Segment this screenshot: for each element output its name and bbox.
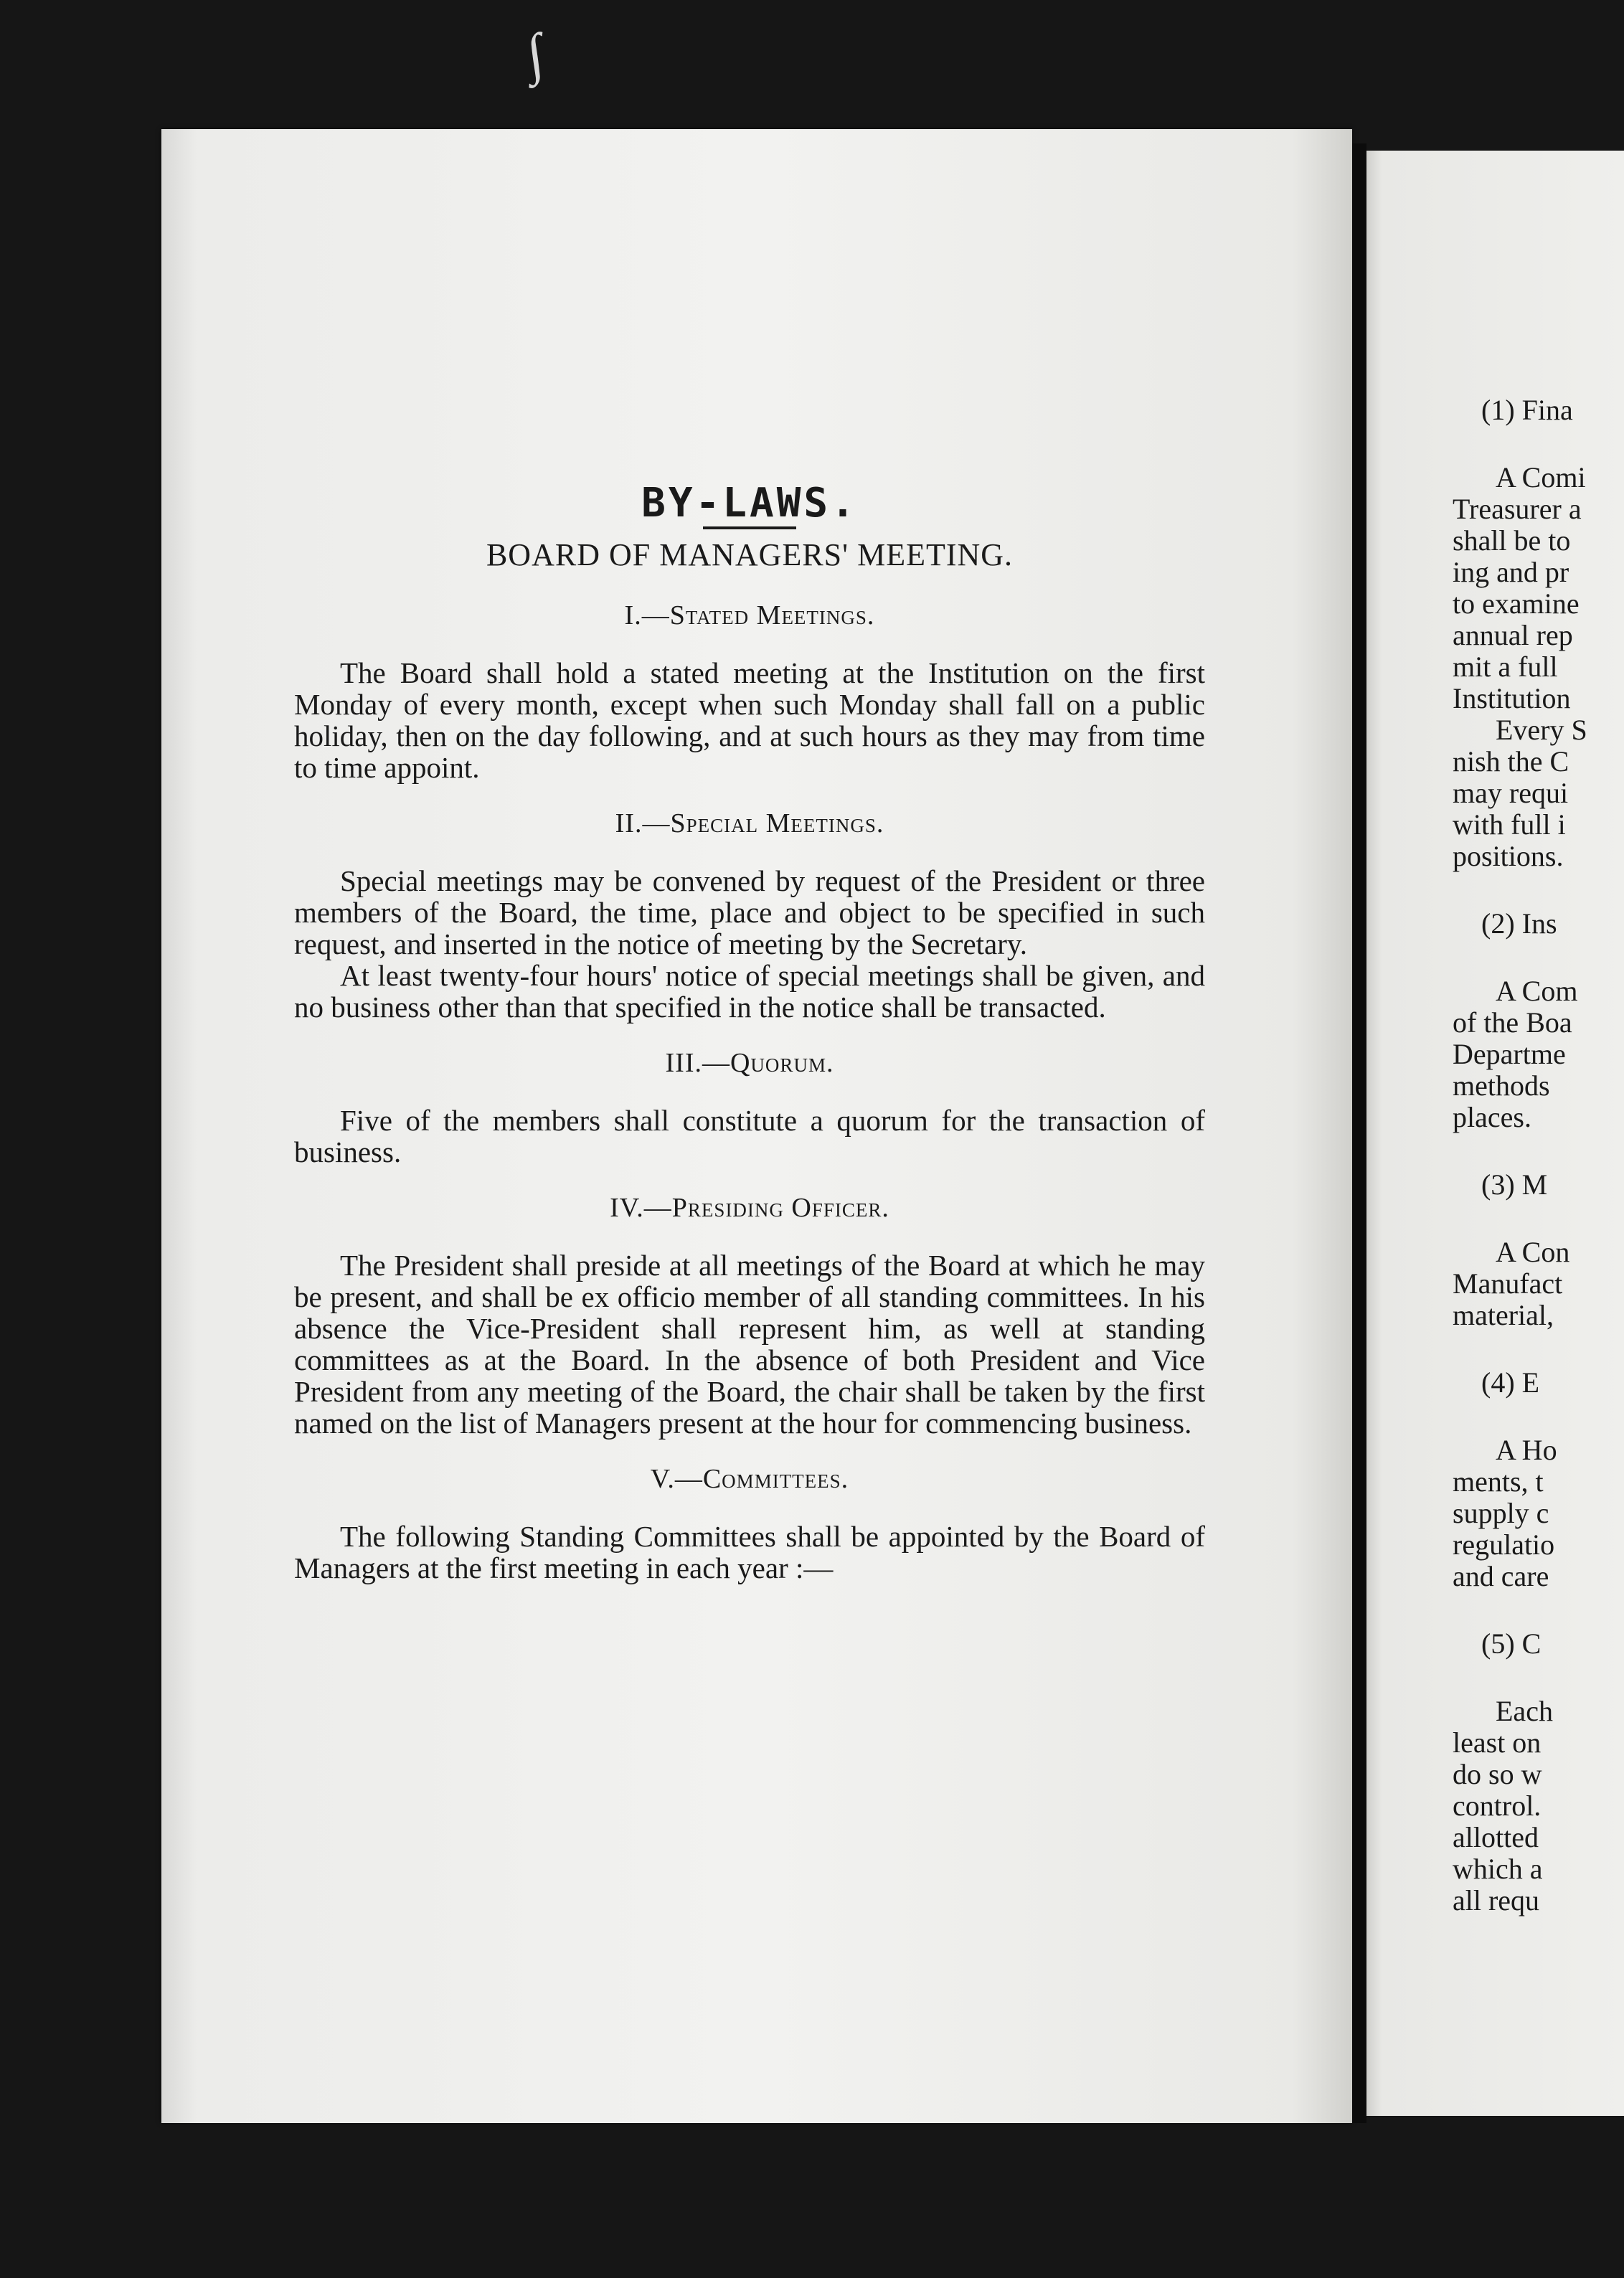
right-text-line: A Comi xyxy=(1496,461,1586,493)
right-text-line: and care xyxy=(1453,1560,1549,1592)
right-text-line: least on xyxy=(1453,1726,1542,1759)
section-committees xyxy=(294,1463,1205,1584)
page-title: BY-LAWS. xyxy=(641,480,858,526)
right-text-line: Treasurer a xyxy=(1453,493,1582,525)
right-text-line: of the Boa xyxy=(1453,1006,1572,1039)
line-gap xyxy=(1453,1133,1587,1169)
paragraph: Special meetings may be convened by request of the President or three members of the Board, the time, place and object to be specified in such request, and inserted in the notice of meeting by the Secretary. xyxy=(294,864,1205,960)
section-heading: V.—Committees. xyxy=(650,1464,849,1494)
right-text-line: material, xyxy=(1453,1299,1554,1331)
right-text-line: Institution xyxy=(1453,682,1571,714)
section-heading: IV.—Presiding Officer. xyxy=(610,1193,889,1223)
right-text-line: supply c xyxy=(1453,1497,1549,1529)
right-text-line: annual rep xyxy=(1453,619,1573,651)
left-page-content xyxy=(294,480,1205,1584)
board-heading: BOARD OF MANAGERS' MEETING. xyxy=(486,537,1014,572)
right-text-line: mit a full xyxy=(1453,651,1558,683)
line-gap xyxy=(1453,1660,1587,1696)
line-gap xyxy=(1453,1399,1587,1435)
right-text-line: ments, t xyxy=(1453,1465,1544,1498)
line-gap xyxy=(1453,940,1587,975)
right-section-heading: (2) Ins xyxy=(1481,907,1557,940)
right-text-line: positions. xyxy=(1453,840,1564,872)
right-page xyxy=(1366,151,1624,2116)
left-page xyxy=(161,129,1352,2123)
right-text-line: which a xyxy=(1453,1853,1543,1885)
right-text-line: Each xyxy=(1496,1695,1553,1727)
line-gap xyxy=(1453,426,1587,462)
paragraph: The following Standing Committees shall be appointed by the Board of Managers at the first meeting in each year :— xyxy=(294,1520,1205,1584)
right-text-line: A Ho xyxy=(1496,1434,1557,1466)
line-gap xyxy=(1453,1331,1587,1367)
paragraph: The President shall preside at all meetings of the Board at which he may be present, and shall be ex officio member of all standing committees. In his absence the Vice-President shall represent him, as well at standing committees as at the Board. In the absence of both President and Vice President from any meeting of the Board, the chair shall be taken by the first named on the list of Managers present at the hour for commencing business. xyxy=(294,1249,1205,1440)
paragraph: Five of the members shall constitute a quorum for the transaction of business. xyxy=(294,1104,1205,1168)
right-text-line: do so w xyxy=(1453,1758,1542,1790)
right-text-line: Departme xyxy=(1453,1038,1566,1070)
film-handwritten-mark: ∫ xyxy=(522,21,547,86)
right-text-line: Manufact xyxy=(1453,1267,1563,1300)
right-text-line: methods xyxy=(1453,1069,1550,1102)
section-quorum xyxy=(294,1047,1205,1168)
right-text-line: Every S xyxy=(1496,714,1587,746)
section-heading: III.—Quorum. xyxy=(665,1048,834,1078)
right-section-heading: (4) E xyxy=(1481,1366,1540,1399)
line-gap xyxy=(1453,872,1587,908)
section-heading: I.—Stated Meetings. xyxy=(624,600,875,630)
right-text-line: A Com xyxy=(1496,975,1578,1007)
book-spine xyxy=(1352,143,1366,2123)
section-special-meetings xyxy=(294,808,1205,1023)
right-text-line: ing and pr xyxy=(1453,556,1569,588)
right-page-text xyxy=(1453,394,1587,1917)
section-stated-meetings xyxy=(294,600,1205,783)
right-text-line: with full i xyxy=(1453,808,1566,841)
right-text-line: to examine xyxy=(1453,587,1580,620)
right-text-line: A Con xyxy=(1496,1236,1570,1268)
paragraph: At least twenty-four hours' notice of special meetings shall be given, and no business other than that specified in the notice shall be transacted. xyxy=(294,959,1205,1024)
right-text-line: places. xyxy=(1453,1101,1531,1133)
paragraph: The Board shall hold a stated meeting at the Institution on the first Monday of every month, except when such Monday shall fall on a public holiday, then on the day following, and at such hours as they may from time to time appoint. xyxy=(294,656,1205,784)
right-section-heading: (1) Fina xyxy=(1481,394,1573,426)
right-text-line: all requ xyxy=(1453,1884,1540,1917)
right-text-line: control. xyxy=(1453,1790,1542,1822)
right-text-line: regulatio xyxy=(1453,1528,1555,1561)
right-section-heading: (5) C xyxy=(1481,1627,1542,1660)
section-presiding-officer xyxy=(294,1192,1205,1439)
right-text-line: nish the C xyxy=(1453,745,1569,778)
line-gap xyxy=(1453,1201,1587,1237)
right-text-line: may requi xyxy=(1453,777,1569,809)
section-heading: II.—Special Meetings. xyxy=(615,808,884,838)
right-text-line: shall be to xyxy=(1453,524,1571,557)
title-rule xyxy=(703,526,796,529)
line-gap xyxy=(1453,1592,1587,1628)
right-text-line: allotted xyxy=(1453,1821,1539,1853)
right-section-heading: (3) M xyxy=(1481,1168,1548,1201)
